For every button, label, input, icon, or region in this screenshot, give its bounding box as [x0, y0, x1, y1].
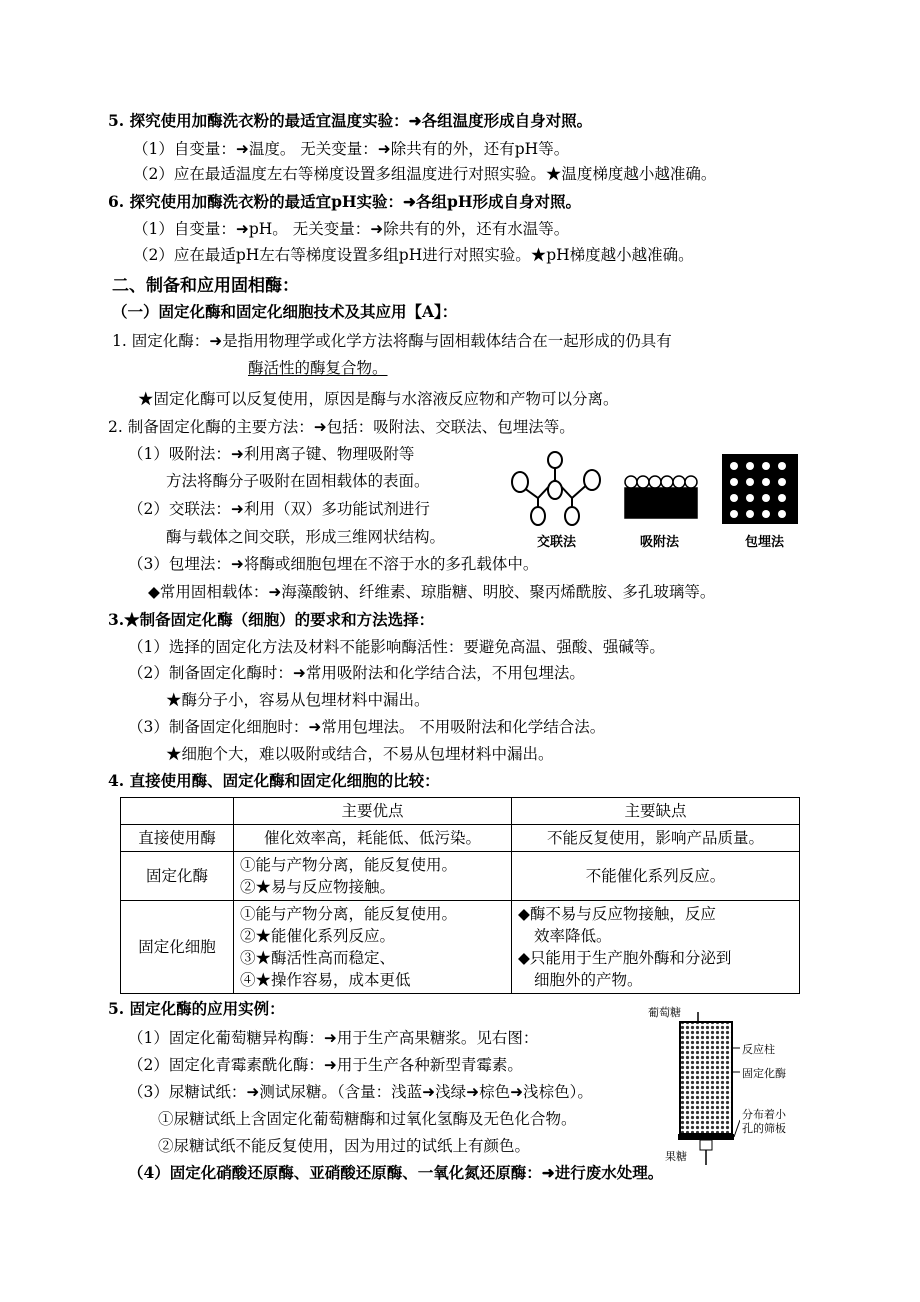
line-3-1: （1）选择的固定化方法及材料不能影响酶活性：要避免高温、强酸、强碱等。	[128, 638, 665, 656]
line-3-3-star: ★细胞个大，难以吸附或结合，不易从包埋材料中漏出。	[166, 745, 554, 763]
pros-item: ④★操作容易，成本更低	[240, 971, 411, 989]
cons-item: 不能催化系列反应。	[585, 867, 726, 885]
label-glucose: 葡萄糖	[648, 1006, 681, 1019]
line-3-3: （3）制备固定化细胞时：➜常用包埋法。 不用吸附法和化学结合法。	[128, 718, 606, 736]
cons-item: ◆只能用于生产胞外酶和分泌到	[518, 949, 732, 967]
line-1-immobilized-enzyme: 1. 固定化酶：➜是指用物理学或化学方法将酶与固相载体结合在一起形成的仍具有	[112, 332, 672, 350]
pros-item: ①能与产物分离，能反复使用。	[240, 905, 458, 923]
table-row	[121, 901, 800, 994]
embedding-diagram	[722, 454, 798, 524]
line-app-3: （3）尿糖试纸：➜测试尿糖。（含量：浅蓝➜浅绿➜棕色➜浅棕色）。	[128, 1083, 593, 1101]
line-5-temp-experiment: 5. 探究使用加酶洗衣粉的最适宜温度实验：➜各组温度形成自身对照。	[108, 111, 593, 130]
pros-item: ①能与产物分离，能反复使用。	[240, 856, 458, 874]
immobilization-methods-figure	[500, 450, 820, 530]
cons-item: ◆酶不易与反应物接触，反应	[518, 905, 716, 923]
cons-item: 不能反复使用，影响产品质量。	[546, 829, 764, 847]
line-crosslink-cont: 酶与载体之间交联，形成三维网状结构。	[166, 528, 446, 546]
row-cons	[512, 852, 800, 901]
section-heading-2: 二、制备和应用固相酶：	[112, 276, 299, 296]
table-header-row	[121, 798, 800, 825]
sieve-plate	[678, 1134, 734, 1140]
row-name: 固定化酶	[121, 852, 234, 901]
label-column: 反应柱	[742, 1043, 775, 1056]
pros-item: ②★能催化系列反应。	[240, 927, 396, 945]
column-body	[680, 1022, 732, 1134]
line-reuse-star: ★固定化酶可以反复使用，原因是酶与水溶液反应物和产物可以分离。	[138, 390, 619, 408]
line-carriers: ◆常用固相载体：➜海藻酸钠、纤维素、琼脂糖、明胶、聚丙烯酰胺、多孔玻璃等。	[148, 583, 716, 601]
line-adsorption-cont: 方法将酶分子吸附在固相载体的表面。	[166, 472, 430, 490]
crosslink-diagram	[512, 452, 600, 525]
subsection-heading-1: （一）固定化酶和固定化细胞技术及其应用【A】：	[112, 302, 458, 321]
adsorption-diagram	[625, 476, 697, 518]
label-fructose: 果糖	[665, 1150, 687, 1163]
line-2-methods: 2. 制备固定化酶的主要方法：➜包括：吸附法、交联法、包埋法等。	[108, 418, 575, 436]
row-pros	[234, 825, 512, 852]
row-cons	[512, 901, 800, 994]
line-5-applications: 5. 固定化酶的应用实例：	[108, 999, 285, 1018]
reaction-column-diagram	[650, 1000, 740, 1170]
line-ph-variables: （1）自变量：➜pH。 无关变量：➜除共有的外，还有水温等。	[133, 220, 570, 238]
line-temp-gradient: （2）应在最适温度左右等梯度设置多组温度进行对照实验。★温度梯度越小越准确。	[133, 165, 717, 183]
line-4-comparison: 4. 直接使用酶、固定化酶和固定化细胞的比较：	[108, 771, 440, 790]
line-app-4: （4）固定化硝酸还原酶、亚硝酸还原酶、一氧化氮还原酶：➜进行废水处理。	[128, 1163, 664, 1182]
line-crosslink: （2）交联法：➜利用（双）多功能试剂进行	[128, 500, 430, 518]
line-app-2: （2）固定化青霉素酰化酶：➜用于生产各种新型青霉素。	[128, 1056, 523, 1074]
line-embedding: （3）包埋法：➜将酶或细胞包埋在不溶于水的多孔载体中。	[128, 555, 539, 573]
line-app-1: （1）固定化葡萄糖异构酶：➜用于生产高果糖浆。见右图：	[128, 1029, 539, 1047]
label-embedding: 包埋法	[745, 535, 785, 550]
outlet-valve	[700, 1140, 712, 1150]
cons-item: 细胞外的产物。	[534, 971, 643, 989]
pros-item: ③★酶活性高而稳定、	[240, 949, 396, 967]
table-header-cell	[121, 798, 234, 825]
line-3-requirements: 3.★制备固定化酶（细胞）的要求和方法选择：	[108, 610, 435, 629]
line-adsorption: （1）吸附法：➜利用离子键、物理吸附等	[128, 445, 415, 463]
row-name: 直接使用酶	[121, 825, 234, 852]
table-row	[121, 825, 800, 852]
table-row	[121, 852, 800, 901]
row-cons	[512, 825, 800, 852]
label-sieve-1: 分布着小	[742, 1108, 786, 1121]
line-app-3-1: ①尿糖试纸上含固定化葡萄糖酶和过氧化氢酶及无色化合物。	[158, 1110, 577, 1128]
comparison-table	[120, 797, 800, 994]
line-6-ph-experiment: 6. 探究使用加酶洗衣粉的最适宜pH实验：➜各组pH形成自身对照。	[108, 192, 582, 211]
row-name: 固定化细胞	[121, 901, 234, 994]
table-header-cons: 主要缺点	[512, 798, 800, 825]
pros-item: 催化效率高，耗能低、低污染。	[263, 829, 481, 847]
label-adsorption: 吸附法	[640, 535, 680, 550]
cons-item: 效率降低。	[534, 927, 612, 945]
table-header-pros: 主要优点	[234, 798, 512, 825]
label-immobilized-enzyme: 固定化酶	[742, 1067, 786, 1080]
line-app-3-2: ②尿糖试纸不能反复使用，因为用过的试纸上有颜色。	[158, 1137, 531, 1155]
label-sieve-2: 孔的筛板	[742, 1122, 786, 1135]
row-pros	[234, 901, 512, 994]
row-pros	[234, 852, 512, 901]
line-1-cont: 酶活性的酶复合物。	[248, 359, 388, 377]
line-3-2: （2）制备固定化酶时：➜常用吸附法和化学结合法，不用包埋法。	[128, 664, 585, 682]
label-crosslink: 交联法	[537, 535, 577, 550]
pros-item: ②★易与反应物接触。	[240, 878, 396, 896]
line-3-2-star: ★酶分子小，容易从包埋材料中漏出。	[166, 691, 430, 709]
line-temp-variables: （1）自变量：➜温度。 无关变量：➜除共有的外，还有pH等。	[133, 140, 570, 158]
line-ph-gradient: （2）应在最适pH左右等梯度设置多组pH进行对照实验。★pH梯度越小越准确。	[133, 246, 694, 264]
